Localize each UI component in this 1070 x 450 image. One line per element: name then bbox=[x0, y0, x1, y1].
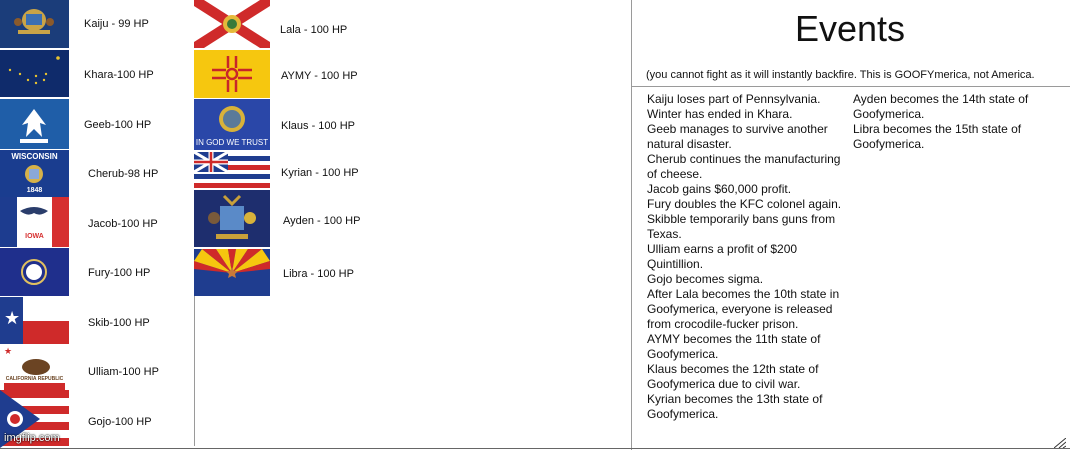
divider-right bbox=[631, 0, 632, 450]
wisconsin-flag: WISCONSIN 1848 bbox=[0, 150, 69, 197]
event-item: Ulliam earns a profit of $200 Quintillion. bbox=[647, 242, 798, 271]
events-note: (you cannot fight as it will instantly backfire. This is GOOFYmerica, not America. bbox=[646, 69, 1035, 81]
gojo-hp-label: Gojo-100 HP bbox=[88, 416, 152, 428]
events-column-1 bbox=[647, 92, 852, 422]
events-title: Events bbox=[794, 8, 906, 49]
texas-flag: ★ bbox=[0, 297, 69, 344]
florida-flag bbox=[194, 0, 270, 48]
klaus-hp-label: Klaus - 100 HP bbox=[281, 120, 355, 132]
ulliam-hp-label: Ulliam-100 HP bbox=[88, 366, 159, 378]
event-item: Winter has ended in Khara. bbox=[647, 107, 793, 121]
jacob-hp-label: Jacob-100 HP bbox=[88, 218, 158, 230]
arizona-flag bbox=[194, 249, 270, 296]
ayden-hp-label: Ayden - 100 HP bbox=[283, 215, 361, 227]
kentucky-flag bbox=[0, 248, 69, 296]
fury-hp-label: Fury-100 HP bbox=[88, 267, 151, 279]
event-item: Jacob gains $60,000 profit. bbox=[647, 182, 792, 196]
california-flag: ★ CALIFORNIA REPUBLIC bbox=[0, 345, 69, 390]
hawaii-flag bbox=[194, 152, 270, 188]
events-underline bbox=[632, 86, 1070, 87]
event-item: Fury doubles the KFC colonel again. bbox=[647, 197, 842, 211]
watermark: imgflip.com bbox=[4, 432, 60, 444]
libra-hp-label: Libra - 100 HP bbox=[283, 268, 354, 280]
events-column-2 bbox=[853, 92, 1053, 152]
event-item: After Lala becomes the 10th state in Goofymerica, everyone is released from crocodile-fucker prison. bbox=[647, 287, 840, 331]
khara-hp-label: Khara-100 HP bbox=[84, 69, 154, 81]
louisiana-flag bbox=[0, 99, 69, 149]
bottom-border bbox=[0, 448, 1070, 449]
aymy-hp-label: AYMY - 100 HP bbox=[281, 70, 358, 82]
event-item: Cherub continues the manufacturing of cheese. bbox=[647, 152, 841, 181]
divider-left bbox=[194, 296, 195, 446]
cherub-hp-label: Cherub-98 HP bbox=[88, 168, 159, 180]
resize-grip-icon[interactable] bbox=[1054, 438, 1066, 448]
new-mexico-flag bbox=[194, 50, 270, 98]
kaiju-hp-label: Kaiju - 99 HP bbox=[84, 18, 149, 30]
geeb-hp-label: Geeb-100 HP bbox=[84, 119, 152, 131]
event-item: Geeb manages to survive another natural disaster. bbox=[647, 122, 828, 151]
michigan-flag bbox=[194, 190, 270, 247]
kyrian-hp-label: Kyrian - 100 HP bbox=[281, 167, 359, 179]
event-item: Klaus becomes the 12th state of Goofymerica due to civil war. bbox=[647, 362, 819, 391]
event-item: Skibble temporarily bans guns from Texas. bbox=[647, 212, 836, 241]
event-item: Kaiju loses part of Pennsylvania. bbox=[647, 92, 821, 106]
kansas-flag: IN GOD WE TRUST bbox=[194, 99, 270, 150]
skib-hp-label: Skib-100 HP bbox=[88, 317, 150, 329]
alaska-flag bbox=[0, 50, 69, 97]
lala-hp-label: Lala - 100 HP bbox=[280, 24, 348, 36]
event-item: AYMY becomes the 11th state of Goofymerica. bbox=[647, 332, 821, 361]
iowa-flag: IOWA bbox=[0, 197, 69, 247]
pennsylvania-flag bbox=[0, 0, 69, 48]
event-item: Gojo becomes sigma. bbox=[647, 272, 764, 286]
event-item: Ayden becomes the 14th state of Goofymerica. bbox=[853, 92, 1029, 121]
event-item: Libra becomes the 15th state of Goofymerica. bbox=[853, 122, 1022, 151]
event-item: Kyrian becomes the 13th state of Goofymerica. bbox=[647, 392, 823, 421]
